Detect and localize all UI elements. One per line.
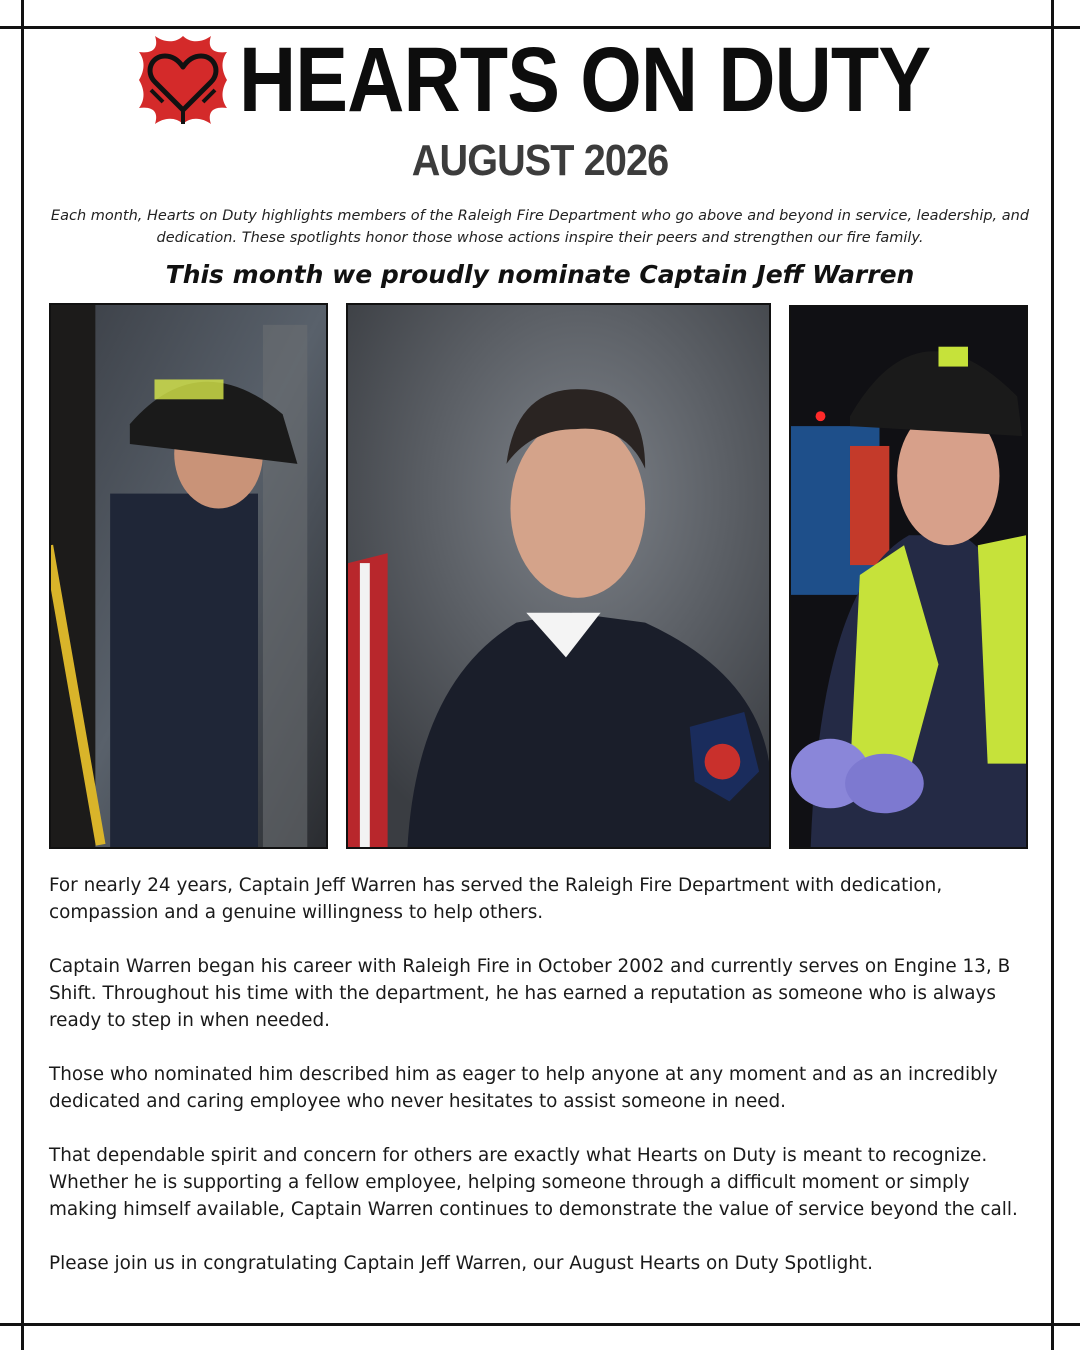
body-paragraph: Captain Warren began his career with Raleigh Fire in October 2002 and currently serves on Engine 13, B Shift. Throughout his time with the department, he has earned a reputation as someone who is always ready to step in when needed. xyxy=(49,956,1011,1031)
maltese-cross-heart-icon xyxy=(133,30,233,130)
photo-formal-portrait xyxy=(346,303,771,849)
body-paragraph: Those who nominated him described him as eager to help anyone at any moment and as an incredibly dedicated and caring employee who never hesitates to assist someone in need. xyxy=(49,1064,998,1112)
article-body xyxy=(49,872,1039,1304)
nomination-heading: This month we proudly nominate Captain Jeff Warren xyxy=(165,260,915,289)
frame-right-line xyxy=(1051,0,1054,1350)
photo-firefighter-fire-scene xyxy=(49,303,328,849)
body-paragraph: For nearly 24 years, Captain Jeff Warren has served the Raleigh Fire Department with dedication, compassion and a genuine willingness to help others. xyxy=(49,875,943,923)
issue-month: AUGUST 2026 xyxy=(411,136,669,185)
body-paragraph: Please join us in congratulating Captain Jeff Warren, our August Hearts on Duty Spotlight. xyxy=(49,1253,873,1274)
title-row xyxy=(0,30,1080,130)
body-paragraph: That dependable spirit and concern for others are exactly what Hearts on Duty is meant to recognize. Whether he is supporting a fellow employee, helping someone through a difficult moment or simply making himself available, Captain Warren continues to demonstrate the value of service beyond the call. xyxy=(49,1145,1018,1220)
frame-bottom-line xyxy=(0,1323,1080,1326)
photo-firefighter-night-vest xyxy=(789,305,1028,849)
frame-left-line xyxy=(21,0,24,1350)
intro-paragraph: Each month, Hearts on Duty highlights members of the Raleigh Fire Department who go above and beyond in service, leadership, and dedication. These spotlights honor those whose actions inspire their peers and strengthen our fire family. xyxy=(50,208,1030,246)
header xyxy=(0,30,1080,186)
newsletter-title: HEARTS ON DUTY xyxy=(238,29,930,131)
